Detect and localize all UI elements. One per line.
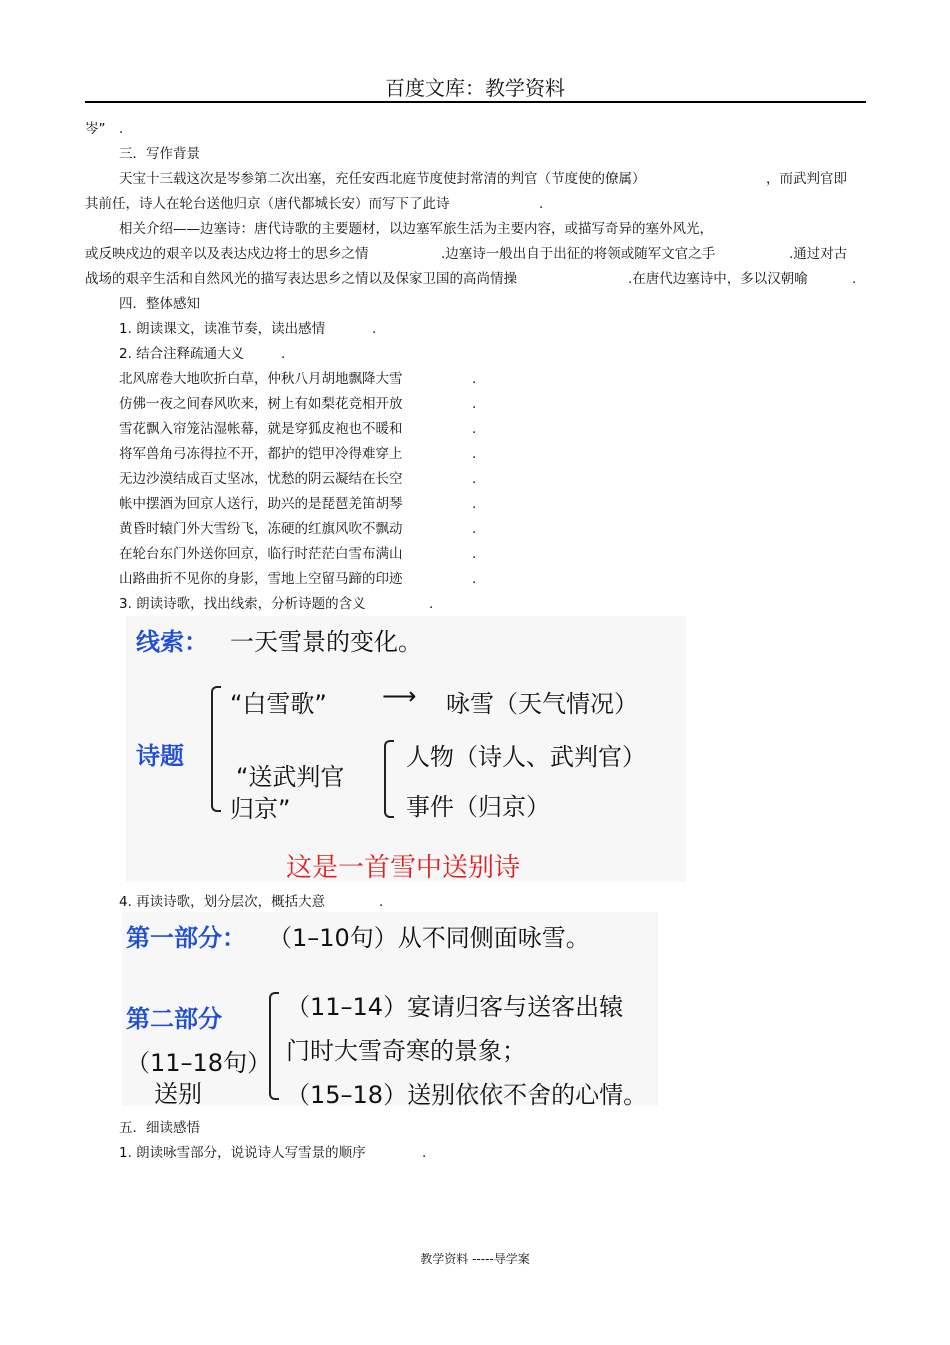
part1-label: 第一部分： — [126, 924, 246, 952]
person-text: 人物（诗人、武判官） — [406, 743, 646, 771]
section-heading-4: 四．整体感知 — [119, 296, 200, 312]
background-line-1: 天宝十三载这次是岑参第二次出塞，充任安西北庭节度使封常清的判官（节度使的僚属） — [119, 171, 646, 187]
page-footer: 教学资料 -----导学案 — [420, 1252, 530, 1266]
question-1: 1. 朗读课文，读准节奏，读出感情 — [119, 321, 326, 337]
period: . — [372, 321, 377, 337]
intro-line-3b: .在唐代边塞诗中，多以汉朝喻 — [628, 271, 808, 287]
clue-text: 一天雪景的变化。 — [230, 628, 422, 656]
period: . — [379, 894, 384, 910]
section-heading-5: 五．细读感悟 — [119, 1120, 200, 1136]
period: . — [472, 421, 477, 437]
structure-figure — [122, 912, 658, 1109]
translation-line-4: 将军兽角弓冻得拉不开，都护的铠甲冷得难穿上 — [119, 446, 403, 462]
period: . — [472, 471, 477, 487]
intro-line-2a: 或反映戍边的艰辛以及表达戍边将士的思乡之情 — [85, 246, 369, 262]
event-text: 事件（归京） — [406, 793, 550, 821]
title-label: 诗题 — [136, 742, 184, 770]
intro-line-2b: .边塞诗一般出自于出征的将领或随军文官之手 — [441, 246, 716, 262]
section-heading-3: 三．写作背景 — [119, 146, 200, 162]
period: . — [281, 346, 286, 362]
part2-brace — [269, 992, 279, 1100]
background-line-1b: ，而武判官即 — [766, 171, 847, 187]
translation-line-7: 黄昏时辕门外大雪纷飞，冻硬的红旗风吹不飘动 — [119, 521, 403, 537]
part2-label: 第二部分 — [126, 1005, 222, 1033]
period: . — [429, 596, 434, 612]
period: . — [472, 446, 477, 462]
period: . — [472, 371, 477, 387]
translation-line-6: 帐中摆酒为回京人送行，助兴的是琵琶羌笛胡琴 — [119, 496, 403, 512]
song-meaning: 咏雪（天气情况） — [446, 690, 638, 718]
part2-line-2: 门时大雪奇寒的景象； — [286, 1037, 526, 1065]
period: . — [119, 121, 124, 137]
part2-line-3: （15–18）送别依依不舍的心情。 — [286, 1081, 648, 1109]
translation-line-9: 山路曲折不见你的身影，雪地上空留马蹄的印迹 — [119, 571, 403, 587]
send-part-line2: 归京” — [230, 795, 291, 823]
question-4: 4. 再读诗歌，划分层次，概括大意 — [119, 894, 326, 910]
translation-line-2: 仿佛一夜之间春风吹来，树上有如梨花竞相开放 — [119, 396, 403, 412]
song-part: “白雪歌” — [230, 690, 327, 718]
question-3: 3. 朗读诗歌，找出线索，分析诗题的含义 — [119, 596, 366, 612]
send-brace — [384, 740, 394, 818]
part2-name: 送别 — [154, 1080, 202, 1108]
text-line: 岑” — [85, 121, 106, 137]
intro-line-1: 相关介绍——边塞诗：唐代诗歌的主要题材，以边塞军旅生活为主要内容，或描写奇异的塞外风光， — [119, 221, 713, 237]
part2-range: （11–18句） — [126, 1049, 272, 1077]
intro-line-3a: 战场的艰辛生活和自然风光的描写表达思乡之情以及保家卫国的高尚情操 — [85, 271, 517, 287]
intro-line-2c: .通过对古 — [789, 246, 848, 262]
period: . — [539, 196, 544, 212]
period: . — [852, 271, 857, 287]
page-header-title: 百度文库：教学资料 — [385, 76, 565, 100]
translation-line-3: 雪花飘入帘笼沾湿帐幕，就是穿狐皮袍也不暖和 — [119, 421, 403, 437]
part1-text: （1–10句）从不同侧面咏雪。 — [268, 924, 590, 952]
period: . — [472, 546, 477, 562]
translation-line-5: 无边沙漠结成百丈坚冰，忧愁的阴云凝结在长空 — [119, 471, 403, 487]
question-2: 2. 结合注释疏通大义 — [119, 346, 245, 362]
translation-line-1: 北风席卷大地吹折白草，仲秋八月胡地飘降大雪 — [119, 371, 403, 387]
period: . — [472, 571, 477, 587]
send-part-line1: “送武判官 — [236, 763, 345, 791]
period: . — [472, 521, 477, 537]
background-line-2: 其前任，诗人在轮台送他归京（唐代都城长安）而写下了此诗 — [85, 196, 450, 212]
clue-label: 线索： — [136, 628, 208, 656]
period: . — [422, 1145, 427, 1161]
arrow-icon: ⟶ — [382, 682, 417, 710]
title-brace — [211, 686, 221, 812]
part2-line-1: （11–14）宴请归客与送客出辕 — [286, 993, 624, 1021]
period: . — [472, 496, 477, 512]
period: . — [472, 396, 477, 412]
conclusion-text: 这是一首雪中送别诗 — [286, 853, 521, 883]
translation-line-8: 在轮台东门外送你回京，临行时茫茫白雪布满山 — [119, 546, 403, 562]
clue-figure — [126, 616, 686, 882]
question-5: 1. 朗读咏雪部分，说说诗人写雪景的顺序 — [119, 1145, 366, 1161]
header-divider — [85, 101, 866, 103]
